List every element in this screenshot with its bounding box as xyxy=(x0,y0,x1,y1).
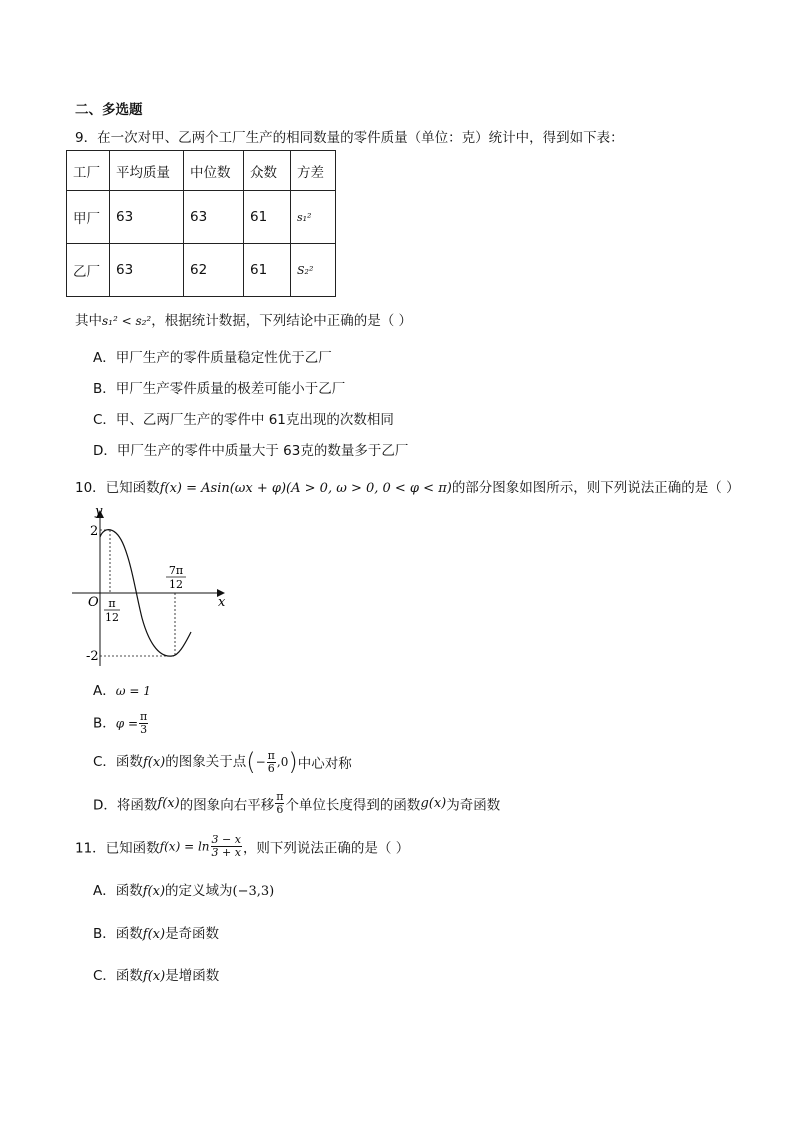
q11-option-a xyxy=(93,879,274,899)
table-header: 平均质量 xyxy=(110,151,184,191)
option-label: C．函数 xyxy=(93,968,143,984)
option-math: f(x) xyxy=(142,884,166,899)
q9-condition-suffix: ，根据统计数据，下列结论中正确的是（ ） xyxy=(151,313,413,329)
table-cell: 61 xyxy=(244,244,291,297)
fraction-numerator: 3 − x xyxy=(211,833,241,846)
option-math: − xyxy=(255,755,266,769)
q11-option-b xyxy=(93,922,219,942)
origin-label: O xyxy=(88,595,99,610)
option-text: 是增函数 xyxy=(165,968,220,984)
table-row xyxy=(67,191,336,244)
q11-stem xyxy=(75,834,409,859)
fraction xyxy=(275,791,284,816)
q9-stats-table xyxy=(66,150,336,297)
q9-option-d: D．甲厂生产的零件中质量大于 63克的数量多于乙厂 xyxy=(93,443,409,459)
option-label: C．函数 xyxy=(93,754,143,770)
option-text: 中心对称 xyxy=(297,756,352,772)
table-header: 方差 xyxy=(291,151,336,191)
table-cell: 61 xyxy=(244,191,291,244)
paren-right: ) xyxy=(288,748,298,776)
option-text: 的图象关于点 xyxy=(165,754,247,770)
option-text: 个单位长度得到的函数 xyxy=(285,797,421,814)
fraction-denominator: 6 xyxy=(267,761,275,775)
fraction-numerator: π xyxy=(276,790,284,803)
q11-stem-prefix: 11．已知函数 xyxy=(75,840,160,857)
option-math: (−3,3) xyxy=(232,884,275,899)
table-cell: 乙厂 xyxy=(67,244,110,297)
fraction-numerator: π xyxy=(267,748,275,762)
q11-option-c xyxy=(93,964,219,984)
q10-sine-graph xyxy=(60,500,240,675)
table-cell: 63 xyxy=(110,191,184,244)
section-title: 二、多选题 xyxy=(75,102,143,118)
q10-option-b xyxy=(93,711,149,736)
table-header-row xyxy=(67,151,336,191)
q9-stem: 9．在一次对甲、乙两个工厂生产的相同数量的零件质量（单位：克）统计中，得到如下表： xyxy=(75,130,624,146)
option-label: B．函数 xyxy=(93,926,143,942)
table-cell: 62 xyxy=(184,244,244,297)
option-text: 的图象向右平移 xyxy=(179,797,275,814)
fraction-denominator: 3 + x xyxy=(211,846,241,859)
option-label: D．将函数 xyxy=(93,797,158,814)
q10-option-c xyxy=(93,748,352,776)
fraction-denominator: 6 xyxy=(276,803,284,816)
q10-stem-formula: f(x) = Asin(ωx + φ)(A > 0, ω > 0, 0 < φ < π) xyxy=(159,481,452,496)
q9-option-c: C．甲、乙两厂生产的零件中 61克出现的次数相同 xyxy=(93,412,394,428)
option-math: φ = xyxy=(115,716,139,731)
option-text: 为奇函数 xyxy=(446,797,501,814)
x-tick-pi12-den: 12 xyxy=(105,611,119,624)
fraction xyxy=(139,711,148,736)
x-tick-pi12-num: π xyxy=(108,597,116,610)
q11-stem-fx: f(x) = ln xyxy=(159,839,210,854)
option-math: f(x) xyxy=(157,796,180,811)
q10-stem-suffix: 的部分图象如图所示，则下列说法正确的是（ ） xyxy=(451,480,740,496)
option-text: 是奇函数 xyxy=(165,926,220,942)
q10-option-a xyxy=(93,679,151,699)
paren-left: ( xyxy=(246,748,256,776)
x-axis-label: x xyxy=(218,595,226,610)
x-tick-7pi12-num: 7π xyxy=(168,564,184,577)
table-header: 工厂 xyxy=(67,151,110,191)
q10-option-d xyxy=(93,791,500,816)
fraction xyxy=(211,834,242,859)
x-tick-7pi12-den: 12 xyxy=(169,578,183,591)
q9-condition xyxy=(75,309,412,329)
q9-condition-math: s₁² < s₂² xyxy=(102,314,152,328)
table-header: 中位数 xyxy=(184,151,244,191)
fraction-denominator: 3 xyxy=(140,723,148,736)
q9-condition-prefix: 其中 xyxy=(75,313,102,329)
option-math: ,0 xyxy=(276,755,289,769)
q11-stem-suffix: ，则下列说法正确的是（ ） xyxy=(242,840,410,857)
fraction xyxy=(267,750,276,775)
y-max-label: 2 xyxy=(90,524,99,539)
table-cell: s₁² xyxy=(291,191,336,244)
q9-option-a: A．甲厂生产的零件质量稳定性优于乙厂 xyxy=(93,350,332,366)
option-label: A．函数 xyxy=(93,883,143,899)
table-header: 众数 xyxy=(244,151,291,191)
table-cell: S₂² xyxy=(291,244,336,297)
y-min-label: -2 xyxy=(86,649,99,664)
q9-option-b: B．甲厂生产零件质量的极差可能小于乙厂 xyxy=(93,381,346,397)
q10-stem xyxy=(75,476,740,496)
option-math: g(x) xyxy=(420,796,447,811)
option-math: f(x) xyxy=(142,755,166,770)
table-cell: 63 xyxy=(184,191,244,244)
y-axis-label: y xyxy=(95,504,103,519)
table-cell: 甲厂 xyxy=(67,191,110,244)
table-row xyxy=(67,244,336,297)
option-label: B． xyxy=(93,715,116,732)
option-text: 的定义域为 xyxy=(165,883,233,899)
option-label: A． xyxy=(93,683,116,699)
option-math: f(x) xyxy=(142,927,166,942)
table-cell: 63 xyxy=(110,244,184,297)
fraction-numerator: π xyxy=(140,710,148,723)
option-math: ω = 1 xyxy=(115,684,151,698)
q10-stem-prefix: 10．已知函数 xyxy=(75,480,160,496)
option-math: f(x) xyxy=(142,969,166,984)
